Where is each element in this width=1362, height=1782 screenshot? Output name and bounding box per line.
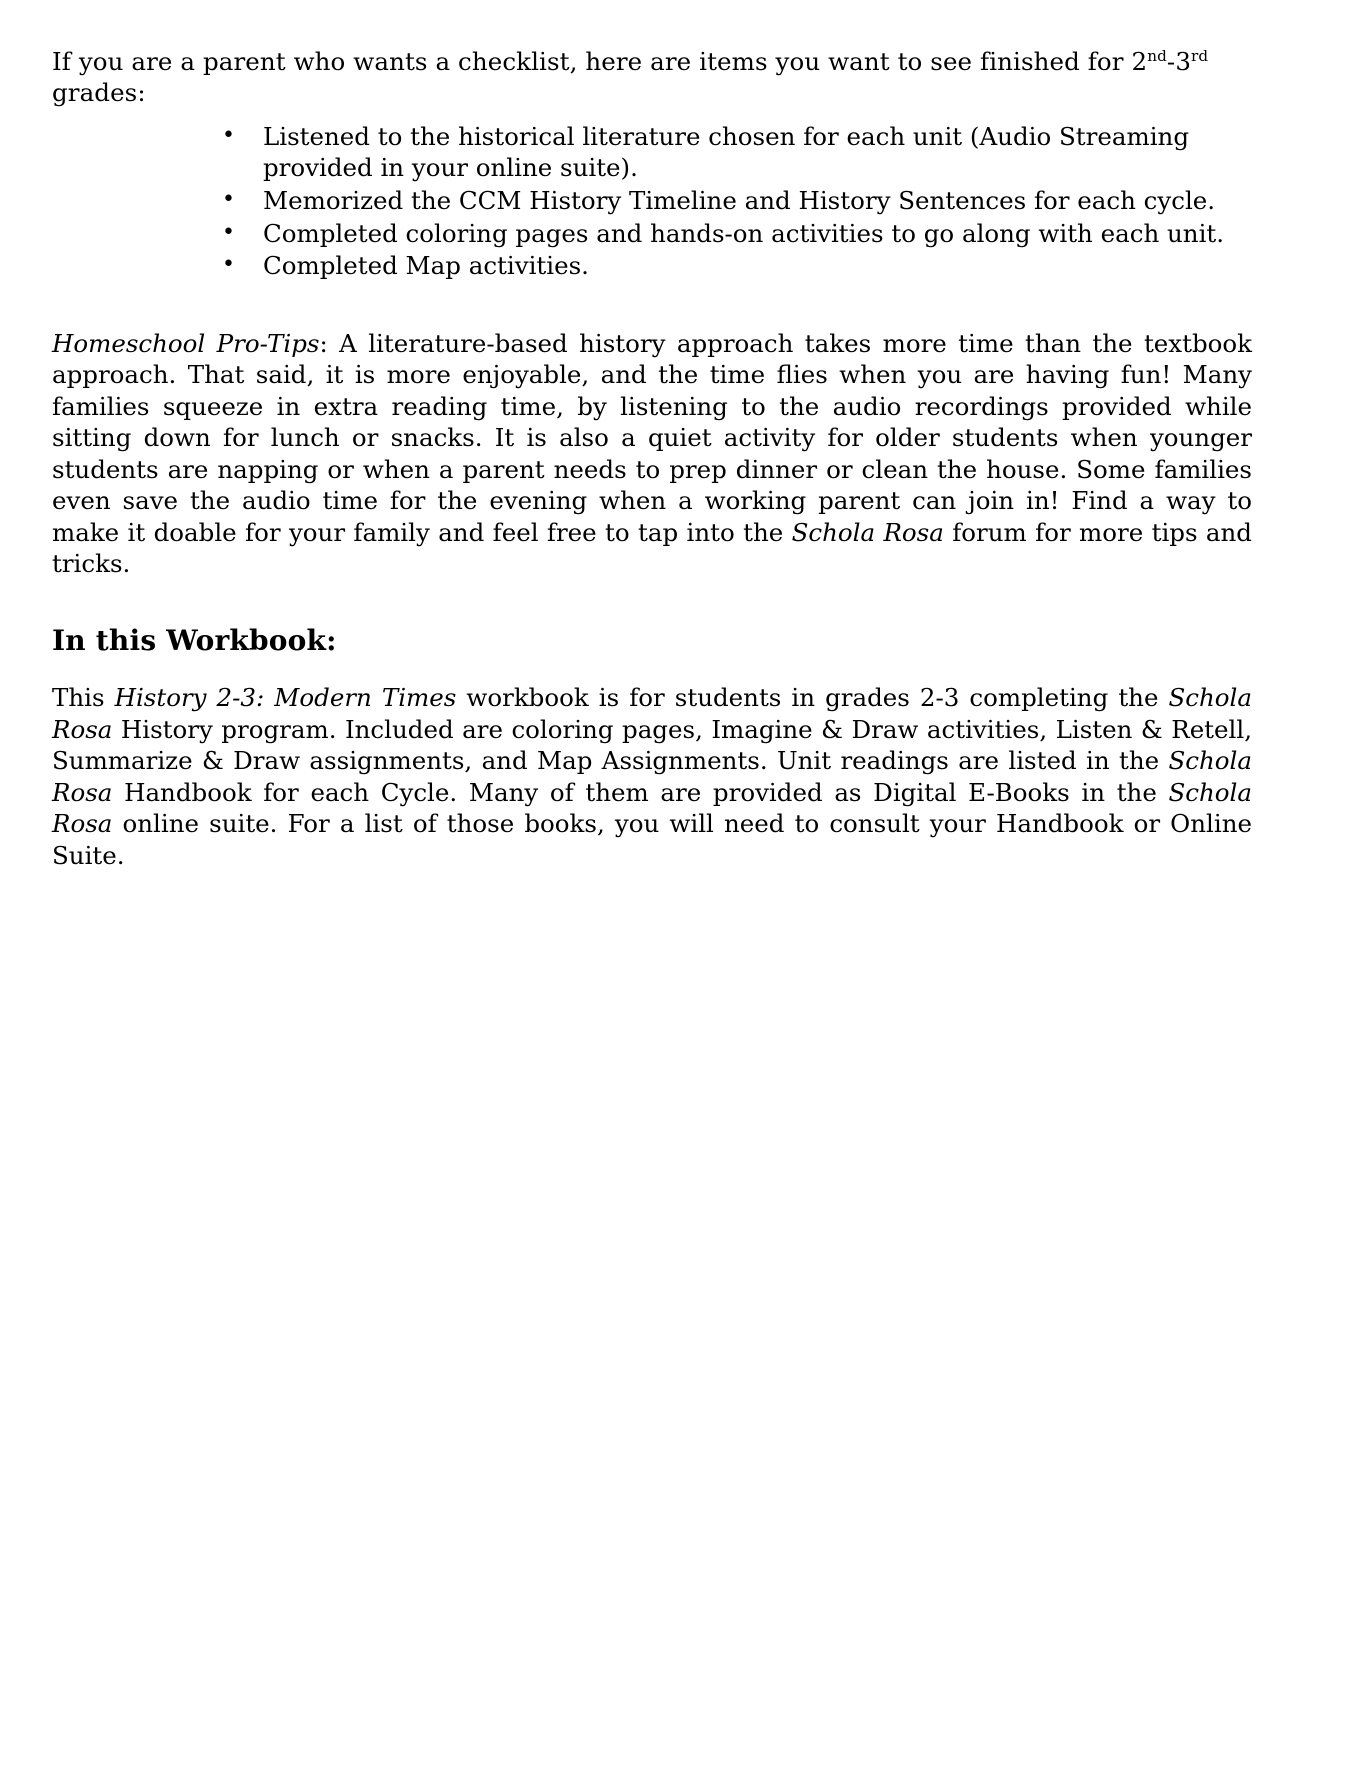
grade-suffix-first: nd — [1147, 46, 1167, 65]
pro-tips-label: Homeschool Pro-Tips — [52, 328, 320, 358]
page-title: In this Workbook: — [52, 624, 337, 658]
brand-name: Schola Rosa — [52, 746, 1252, 807]
workbook-title: History 2-3: Modern Times — [114, 683, 457, 713]
workbook-text-1: This — [52, 683, 115, 713]
checklist — [52, 121, 1254, 282]
grade-number-first: 2 — [1131, 47, 1148, 76]
brand-name: Schola Rosa — [791, 517, 944, 547]
list-item — [52, 218, 1254, 250]
grade-suffix-second: rd — [1191, 46, 1209, 65]
pro-tips-body-end: forum for more tips and tricks. — [52, 517, 1252, 578]
list-item — [52, 121, 1254, 184]
intro-text-after: grades: — [52, 78, 146, 108]
bullet-icon: • — [222, 186, 235, 212]
pro-tips-body: : A literature-based history approach takes more time than the textbook approach. That said, it is more enjoyable, and the time flies when you are having fun! Many families squeeze in extra reading time, by listening to the audio recordings provided while sitting down for lunch or snacks. It is also a quiet activity for older students when younger students are napping or when a parent needs to prep dinner or clean the house. Some families even save the audio time for the evening when a working parent can join in! Find a way to make it doable for your family and feel free to tap into the — [52, 328, 1252, 547]
brand-name: Schola Rosa — [52, 683, 1252, 744]
bullet-icon: • — [222, 219, 235, 245]
workbook-text-4: Handbook for each Cycle. Many of them are provided as Digital E-Books in the — [112, 777, 1169, 807]
intro-paragraph — [52, 46, 1254, 109]
grade-separator: - — [1166, 47, 1176, 76]
list-item-label: Memorized the CCM History Timeline and History Sentences for each cycle. — [263, 185, 1216, 215]
grade-number-second: 3 — [1175, 47, 1192, 76]
pro-tips-paragraph — [52, 328, 1254, 580]
intro-text-before: If you are a parent who wants a checklist, here are items you want to see finished for — [52, 47, 1132, 76]
brand-name: Schola Rosa — [52, 777, 1252, 839]
bullet-icon: • — [222, 252, 235, 278]
workbook-text-3: History program. Included are coloring pages, Imagine & Draw activities, Listen & Retell, Summarize & Draw assignments, and Map Assignments. Unit readings are listed in the — [52, 714, 1252, 776]
list-item-label: Completed Map activities. — [263, 251, 589, 281]
list-item — [52, 250, 1254, 282]
workbook-text-2: workbook is for students in grades 2-3 completing the — [456, 683, 1169, 713]
list-item-label: Listened to the historical literature chosen for each unit (Audio Streaming provided in your online suite). — [263, 121, 1189, 183]
list-item-label: Completed coloring pages and hands-on activities to go along with each unit. — [263, 218, 1225, 248]
workbook-paragraph — [52, 682, 1254, 871]
list-item — [52, 185, 1254, 217]
bullet-icon: • — [222, 122, 235, 148]
workbook-text-5: online suite. For a list of those books, you will need to consult your Handbook or Online Suite. — [52, 809, 1252, 870]
